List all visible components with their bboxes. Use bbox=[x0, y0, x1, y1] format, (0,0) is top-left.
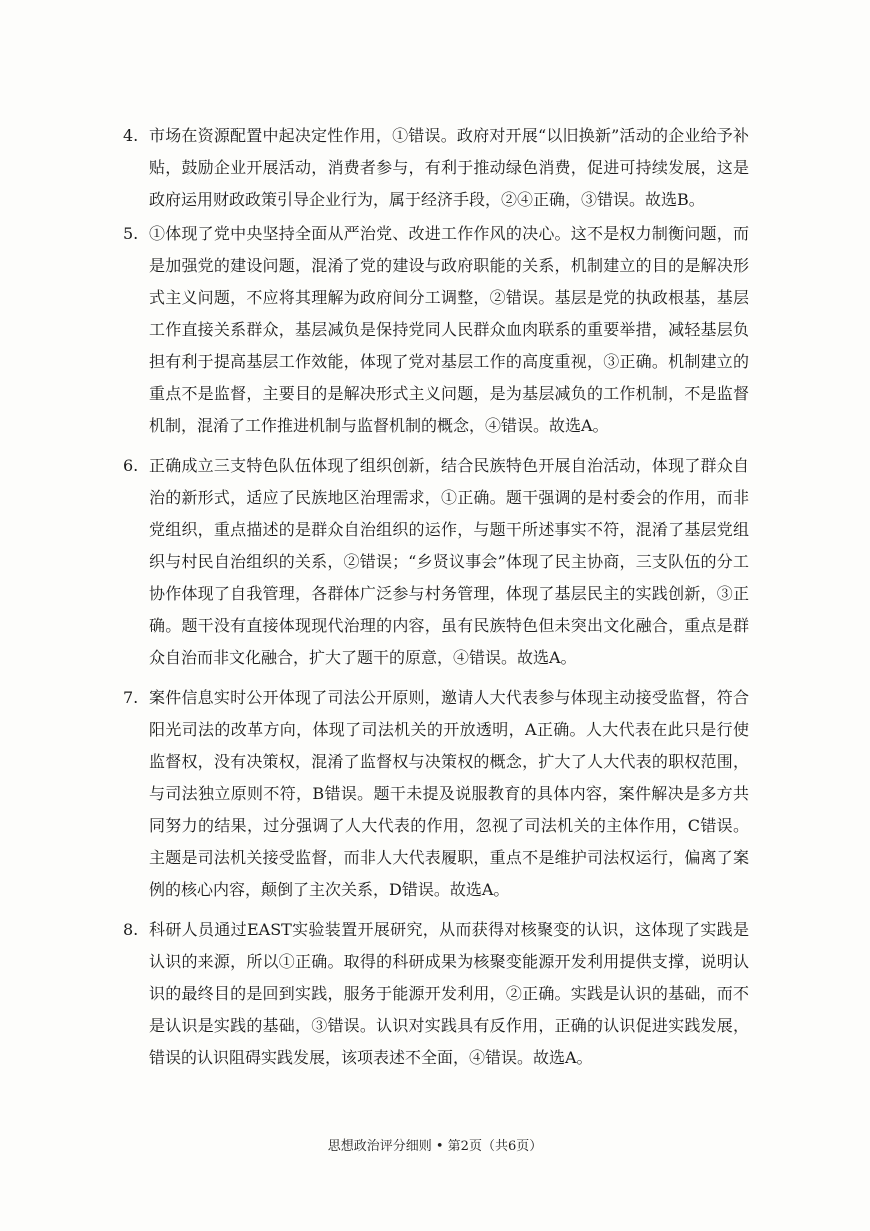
answer-text: 正确成立三支特色队伍体现了组织创新，结合民族特色开展自治活动，体现了群众自治的新形式，适应了民族地区治理需求，①正确。题干强调的是村委会的作用，而非党组织，重点描述的是群众自治组织的运作，与题干所述事实不符，混淆了基层党组织与村民自治组织的关系，②错误；“乡贤议事会”体现了民主协商，三支队伍的分工协作体现了自我管理，各群体广泛参与村务管理，体现了基层民主的实践创新，③正确。题干没有直接体现现代治理的内容，虽有民族特色但未突出文化融合，重点是群众自治而非文化融合，扩大了题干的原意，④错误。故选A。 bbox=[149, 456, 749, 667]
answer-number: 4. bbox=[123, 126, 139, 145]
answer-text: ①体现了党中央坚持全面从严治党、改进工作作风的决心。这不是权力制衡问题，而是加强党的建设问题，混淆了党的建设与政府职能的关系，机制建立的目的是解决形式主义问题，不应将其理解为政府间分工调整，②错误。基层是党的执政根基，基层工作直接关系群众，基层减负是保持党同人民群众血肉联系的重要举措，减轻基层负担有利于提高基层工作效能，体现了党对基层工作的高度重视，③正确。机制建立的重点不是监督，主要目的是解决形式主义问题，是为基层减负的工作机制，不是监督机制，混淆了工作推进机制与监督机制的概念，④错误。故选A。 bbox=[149, 224, 749, 435]
answer-number: 5. bbox=[123, 224, 139, 243]
answer-number: 6. bbox=[123, 456, 139, 475]
answer-number: 7. bbox=[123, 688, 139, 707]
answer-text: 案件信息实时公开体现了司法公开原则，邀请人大代表参与体现主动接受监督，符合阳光司法的改革方向，体现了司法机关的开放透明，A正确。人大代表在此只是行使监督权，没有决策权，混淆了监督权与决策权的概念，扩大了人大代表的职权范围，与司法独立原则不符，B错误。题干未提及说服教育的具体内容，案件解决是多方共同努力的结果，过分强调了人大代表的作用，忽视了司法机关的主体作用，C错误。主题是司法机关接受监督，而非人大代表履职，重点不是维护司法权运行，偏离了案例的核心内容，颠倒了主次关系，D错误。故选A。 bbox=[149, 688, 749, 899]
page-footer: 思想政治评分细则 • 第2页（共6页） bbox=[327, 1139, 543, 1154]
answer-number: 8. bbox=[123, 920, 139, 939]
answer-text: 科研人员通过EAST实验装置开展研究，从而获得对核聚变的认识，这体现了实践是认识的来源，所以①正确。取得的科研成果为核聚变能源开发利用提供支撑，说明认识的最终目的是回到实践，服务于能源开发利用，②正确。实践是认识的基础，而不是认识是实践的基础，③错误。认识对实践具有反作用，正确的认识促进实践发展，错误的认识阻碍实践发展，该项表述不全面，④错误。故选A。 bbox=[149, 920, 749, 1067]
answer-text: 市场在资源配置中起决定性作用，①错误。政府对开展“以旧换新”活动的企业给予补贴，鼓励企业开展活动，消费者参与，有利于推动绿色消费，促进可持续发展，这是政府运用财政政策引导企业行为，属于经济手段，②④正确，③错误。故选B。 bbox=[149, 126, 749, 209]
